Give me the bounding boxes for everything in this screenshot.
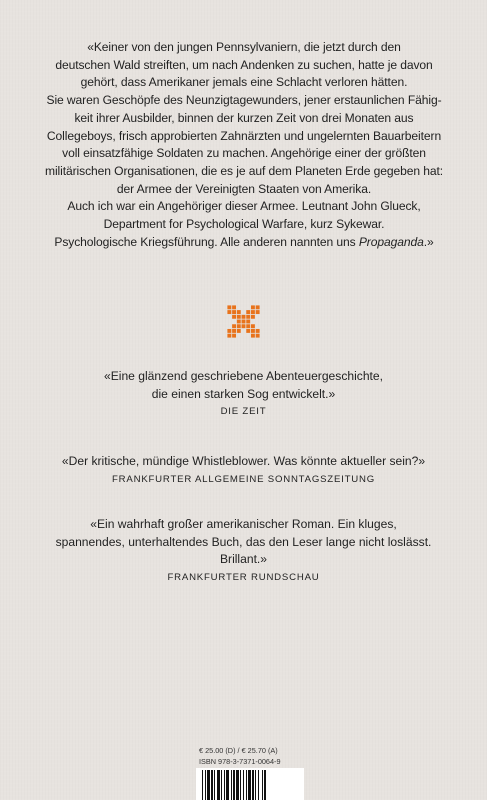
excerpt-line: Collegeboys, frisch approbierten Zahnärzten und ungelernten Bauarbeitern xyxy=(46,128,442,143)
excerpt-line: voll einsatzfähige Soldaten zu machen. Angehörige einer der größten xyxy=(62,146,426,161)
review-quote xyxy=(20,368,467,417)
book-excerpt xyxy=(14,39,474,251)
orange-cross-pattern-icon xyxy=(227,305,260,338)
excerpt-line: der Armee der Vereinigten Staaten von Amerika. xyxy=(116,181,372,196)
review-source: FRANKFURTER ALLGEMEINE SONNTAGSZEITUNG xyxy=(112,473,375,485)
review-quote xyxy=(20,516,467,583)
review-quote-line: «Eine glänzend geschriebene Abenteuergeschichte, xyxy=(103,369,384,383)
review-quote-line: Brillant.» xyxy=(219,552,268,566)
price-text: € 25.00 (D) / € 25.70 (A) xyxy=(199,746,278,755)
excerpt-line: militärischen Organisationen, die es je auf dem Planeten Erde gegeben hat: xyxy=(45,163,443,178)
excerpt-line: gehört, dass Amerikaner jemals eine Schlacht verloren hätten. xyxy=(80,75,408,90)
review-quote-line: «Ein wahrhaft großer amerikanischer Roman. Ein kluges, xyxy=(90,517,397,531)
excerpt-line: deutschen Wald streiften, um nach Andenken zu suchen, hatte je davon xyxy=(55,57,433,72)
excerpt-last-line-prefix: Psychologische Kriegsführung. Alle anderen nannten uns xyxy=(54,234,359,249)
isbn-text: ISBN 978-3-7371-0064-9 xyxy=(199,757,281,766)
review-source: FRANKFURTER RUNDSCHAU xyxy=(167,571,320,583)
excerpt-line: keit ihrer Ausbilder, binnen der kurzen Zeit von drei Monaten aus xyxy=(74,110,414,125)
review-quote xyxy=(20,453,467,485)
excerpt-line: Auch ich war ein Angehöriger dieser Armee. Leutnant John Glueck, xyxy=(67,199,421,214)
excerpt-line: «Keiner von den jungen Pennsylvaniern, die jetzt durch den xyxy=(87,40,401,54)
review-quote-line: «Der kritische, mündige Whistleblower. Was könnte aktueller sein?» xyxy=(61,454,426,468)
review-quote-line: spannendes, unterhaltendes Buch, das den Leser lange nicht loslässt. xyxy=(55,534,432,549)
excerpt-last-line xyxy=(14,234,474,252)
review-source: DIE ZEIT xyxy=(220,406,267,417)
excerpt-line: Sie waren Geschöpfe des Neunzigtagewunders, jener erstaunlichen Fähig- xyxy=(46,93,442,108)
excerpt-italic-word: Propaganda xyxy=(358,234,424,249)
barcode xyxy=(196,768,304,800)
price-and-isbn xyxy=(199,745,281,767)
excerpt-last-line-suffix: .» xyxy=(423,234,434,249)
excerpt-line: Department for Psychological Warfare, kurz Sykewar. xyxy=(103,217,385,232)
review-quote-line: die einen starken Sog entwickelt.» xyxy=(151,386,336,401)
